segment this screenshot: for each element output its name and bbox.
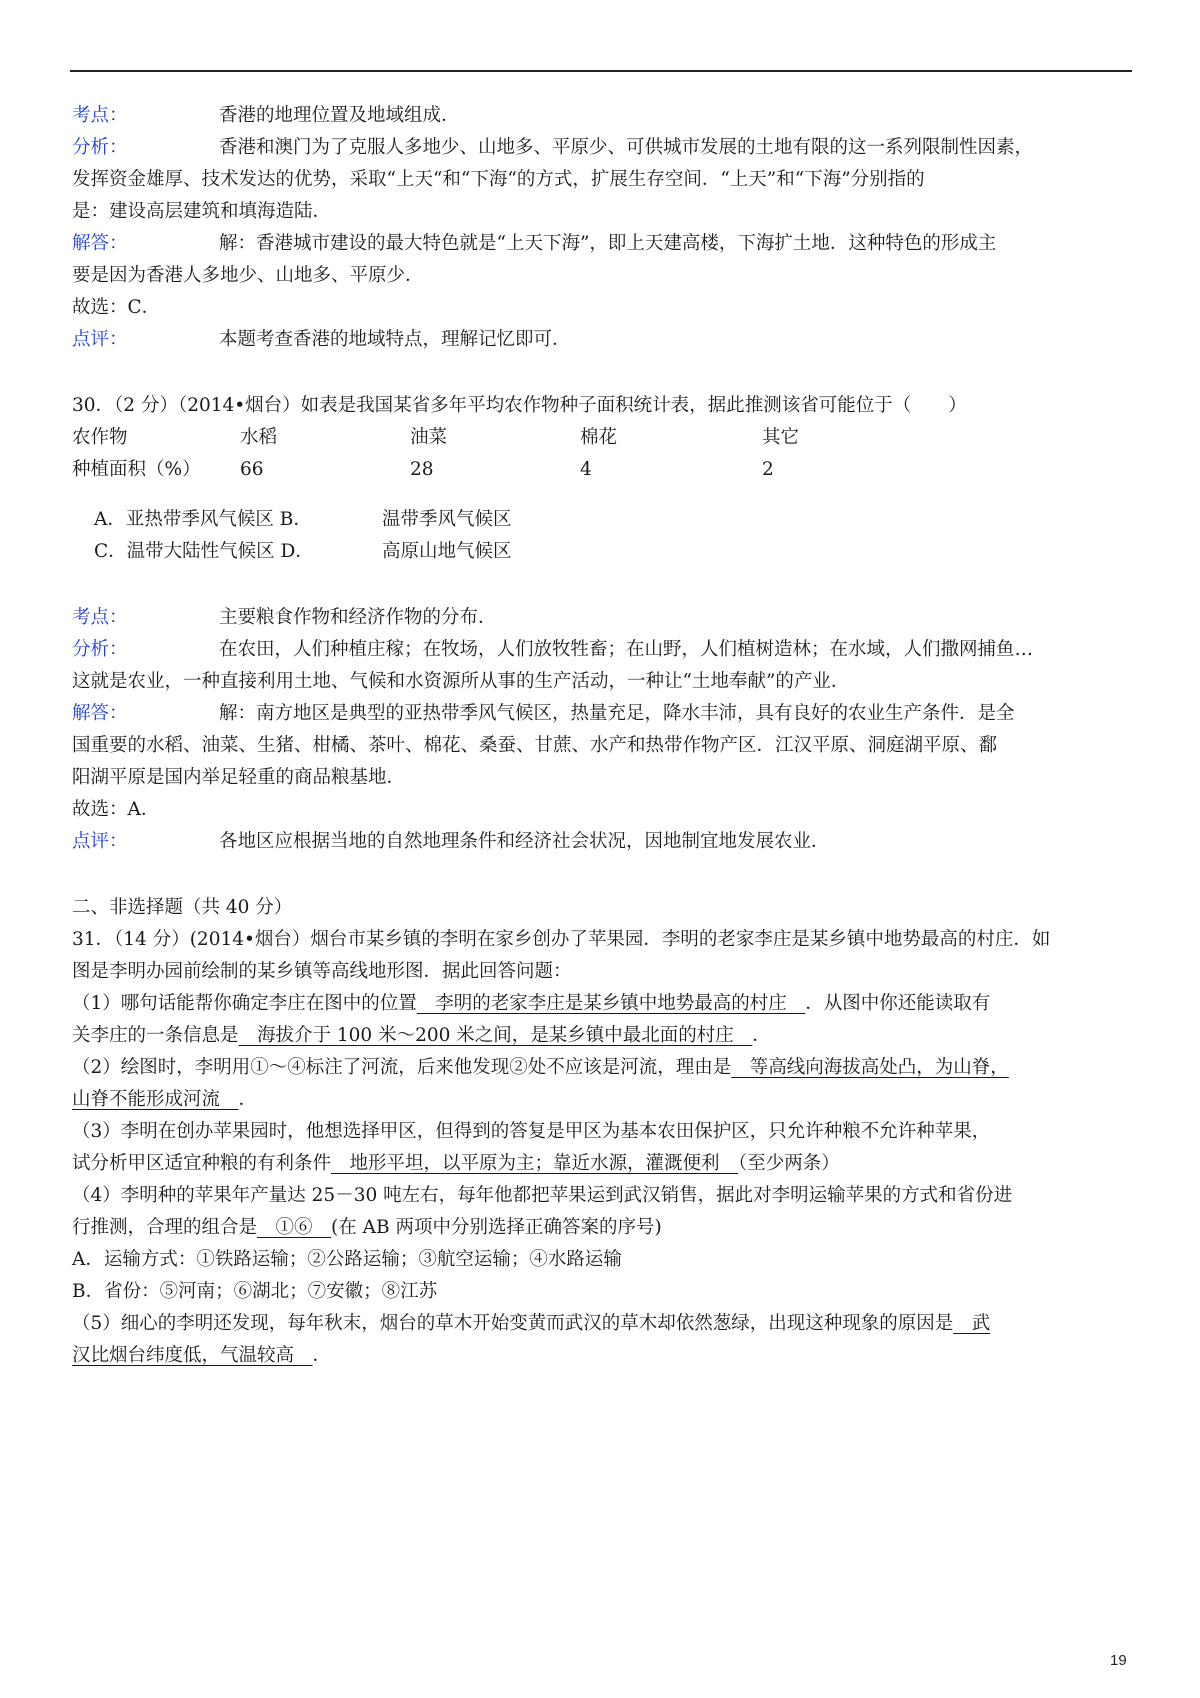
q31-part2-line2	[72, 1084, 1134, 1116]
fenxi-label: 分析：	[72, 137, 128, 158]
table-header-cell: 油菜	[410, 427, 448, 448]
option-d: 高原山地气候区	[382, 541, 512, 562]
answer-blank: ①⑥	[257, 1217, 332, 1238]
q31-part3: （3）李明在创办苹果园时，他想选择甲区，但得到的答复是甲区为基本农田保护区，只允许种粮不允许种苹果，	[72, 1121, 991, 1142]
spacer	[72, 486, 1134, 504]
kaodian-label: 考点：	[72, 607, 128, 628]
kaodian-text: 香港的地理位置及地域组成．	[219, 105, 460, 126]
q31-part2	[72, 1052, 1134, 1084]
answer-blank: 海拔介于 100 米～200 米之间，是某乡镇中最北面的村庄	[238, 1025, 753, 1046]
q31-stem-line2: 图是李明办园前绘制的某乡镇等高线地形图．据此回答问题：	[72, 961, 572, 982]
q30-fenxi	[72, 634, 1134, 666]
fenxi-text: 香港和澳门为了克服人多地少、山地多、平原少、可供城市发展的土地有限的这一系列限制性因素，	[219, 137, 1034, 158]
q31-part4-option-b: B．省份：⑤河南；⑥湖北；⑦安徽；⑧江苏	[72, 1281, 438, 1302]
q29-jieda	[72, 228, 1134, 260]
q31-part1-text: ．	[752, 1025, 771, 1046]
q31-part4-text: (在 AB 两项中分别选择正确答案的序号)	[331, 1217, 662, 1238]
q30-dianping	[72, 826, 1134, 858]
option-a: A．亚热带季风气候区 B．	[94, 509, 312, 530]
q31-part2-text: （2）绘图时，李明用①～④标注了河流，后来他发现②处不应该是河流，理由是	[72, 1057, 732, 1078]
jieda-text-line2: 国重要的水稻、油菜、生猪、柑橘、茶叶、棉花、桑蚕、甘蔗、水产和热带作物产区．江汉平原、洞庭湖平原、鄱	[72, 735, 998, 756]
jieda-label: 解答：	[72, 233, 128, 254]
q31-part1-text: 关李庄的一条信息是	[72, 1025, 239, 1046]
dianping-text: 各地区应根据当地的自然地理条件和经济社会状况，因地制宜地发展农业．	[219, 831, 830, 852]
q31-part5-text: （5）细心的李明还发现，每年秋末，烟台的草木开始变黄而武汉的草木却依然葱绿，出现这种现象的原因是	[72, 1313, 954, 1334]
option-c: C．温带大陆性气候区 D．	[94, 541, 314, 562]
jieda-text-line3: 阳湖平原是国内举足轻重的商品粮基地．	[72, 767, 406, 788]
q31-part4-text: 行推测，合理的组合是	[72, 1217, 258, 1238]
table-cell: 2	[762, 459, 774, 480]
answer-blank: 地形平坦，以平原为主；靠近水源，灌溉便利	[331, 1153, 739, 1174]
q29-kaodian	[72, 100, 1134, 132]
fenxi-text-line2: 这就是农业，一种直接利用土地、气候和水资源所从事的生产活动，一种让“土地奉献”的产业．	[72, 671, 850, 692]
jieda-text: 解：南方地区是典型的亚热带季风气候区，热量充足，降水丰沛，具有良好的农业生产条件．是全	[219, 703, 1015, 724]
q31-stem: 31．（14 分）(2014•烟台）烟台市某乡镇的李明在家乡创办了苹果园．李明的老家李庄是某乡镇中地势最高的村庄．如	[72, 929, 1051, 950]
q30-stem: 30．（2 分）（2014•烟台）如表是我国某省多年平均农作物种子面积统计表，据此推测该省可能位于（ ）	[72, 395, 967, 416]
answer-blank: 武	[953, 1313, 991, 1334]
spacer	[72, 568, 1134, 602]
kaodian-text: 主要粮食作物和经济作物的分布．	[219, 607, 497, 628]
table-cell: 66	[240, 459, 264, 480]
q30-jieda	[72, 698, 1134, 730]
answer-blank: 山脊不能形成河流	[72, 1089, 239, 1110]
jieda-text: 解：香港城市建设的最大特色就是“上天下海”，即上天建高楼，下海扩土地．这种特色的形成主	[219, 233, 997, 254]
answer-blank: 等高线向海拔高处凸，为山脊，	[731, 1057, 1009, 1078]
answer-choice: 故选：C．	[72, 297, 161, 318]
table-header-cell: 水稻	[240, 427, 278, 448]
q31-part4-line2	[72, 1212, 1134, 1244]
q31-part1-text: ．从图中你还能读取有	[805, 993, 991, 1014]
table-header-cell: 其它	[762, 427, 800, 448]
header-rule	[70, 70, 1132, 72]
q31-part3-text: （至少两条）	[738, 1153, 840, 1174]
answer-blank: 李明的老家李庄是某乡镇中地势最高的村庄	[416, 993, 806, 1014]
q31-part5-text: ．	[312, 1345, 332, 1366]
fenxi-text: 在农田，人们种植庄稼；在牧场，人们放牧牲畜；在山野，人们植树造林；在水域，人们撒网捕鱼…	[219, 639, 1034, 660]
q31-part5-line2	[72, 1340, 1134, 1372]
dianping-label: 点评：	[72, 329, 128, 350]
q31-part4-option-a: A．运输方式：①铁路运输；②公路运输；③航空运输；④水路运输	[72, 1249, 622, 1270]
section-heading: 二、非选择题（共 40 分）	[72, 897, 293, 918]
table-header-cell: 农作物	[72, 427, 128, 448]
answer-choice: 故选：A．	[72, 799, 160, 820]
crop-table-header	[72, 422, 1134, 454]
spacer	[72, 858, 1134, 892]
answer-blank: 汉比烟台纬度低，气温较高	[72, 1345, 313, 1366]
table-cell: 28	[410, 459, 434, 480]
q31-part4: （4）李明种的苹果年产量达 25－30 吨左右，每年他都把苹果运到武汉销售，据此对李明运输苹果的方式和省份进	[72, 1185, 1013, 1206]
q30-options-ab	[72, 504, 1134, 536]
kaodian-label: 考点：	[72, 105, 128, 126]
fenxi-label: 分析：	[72, 639, 128, 660]
q31-part1-text: （1）哪句话能帮你确定李庄在图中的位置	[72, 993, 417, 1014]
q31-part3-text: 试分析甲区适宜种粮的有利条件	[72, 1153, 332, 1174]
fenxi-text-line2: 发挥资金雄厚、技术发达的优势，采取“上天“和“下海“的方式，扩展生存空间．“上天”和“下海”分别指的	[72, 169, 925, 190]
spacer	[72, 356, 1134, 390]
fenxi-text-line3: 是：建设高层建筑和填海造陆．	[72, 201, 332, 222]
crop-table-row	[72, 454, 1134, 486]
q31-part1-line2	[72, 1020, 1134, 1052]
q31-part5	[72, 1308, 1134, 1340]
q31-part2-text: ．	[238, 1089, 258, 1110]
q31-part3-line2	[72, 1148, 1134, 1180]
dianping-text: 本题考查香港的地域特点，理解记忆即可．	[219, 329, 571, 350]
q31-part1	[72, 988, 1134, 1020]
q30-options-cd	[72, 536, 1134, 568]
table-header-cell: 棉花	[580, 427, 618, 448]
jieda-text-line2: 要是因为香港人多地少、山地多、平原少．	[72, 265, 424, 286]
document-body	[72, 100, 1134, 1372]
table-cell: 种植面积（%）	[72, 459, 201, 480]
q30-kaodian	[72, 602, 1134, 634]
page-number: 19	[1110, 1652, 1127, 1669]
q29-dianping	[72, 324, 1134, 356]
option-b: 温带季风气候区	[382, 509, 512, 530]
dianping-label: 点评：	[72, 831, 128, 852]
q29-fenxi	[72, 132, 1134, 164]
jieda-label: 解答：	[72, 703, 128, 724]
table-cell: 4	[580, 459, 592, 480]
